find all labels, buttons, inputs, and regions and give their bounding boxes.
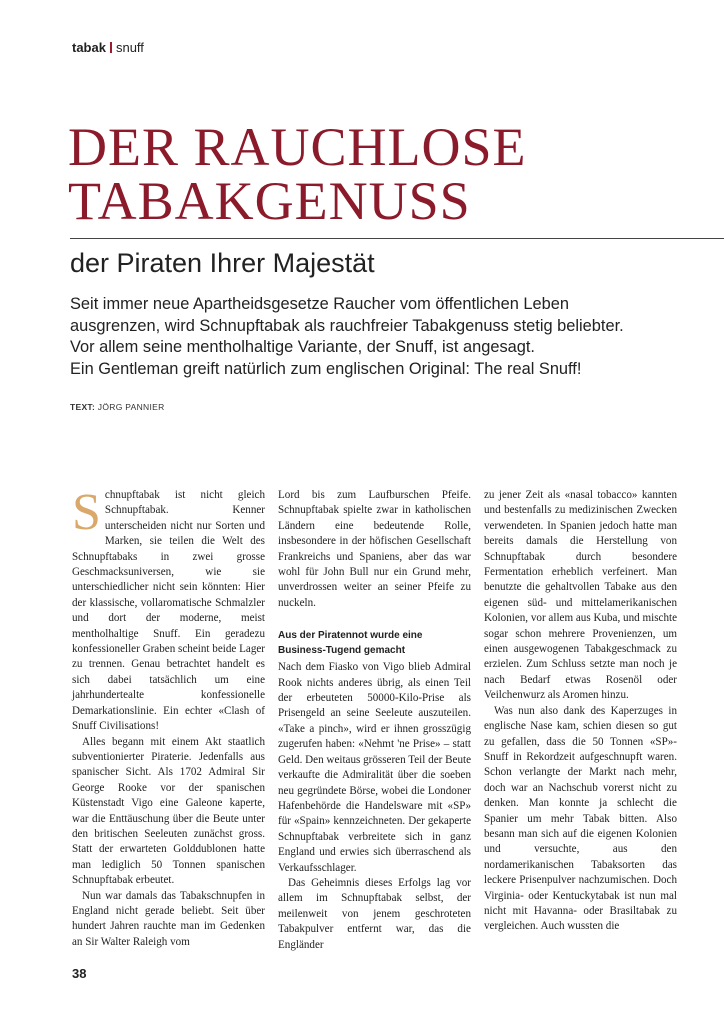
page-title [68, 117, 527, 231]
byline-label: TEXT: [70, 402, 96, 412]
page-subtitle: der Piraten Ihrer Majestät [70, 248, 375, 278]
section-tag [72, 40, 144, 55]
article-column-1 [72, 484, 265, 950]
body-paragraph: Das Geheimnis dieses Erfolgs lag vor allem im Schnupftabak selbst, der meilenweit von jenem geschroteten Tabakpulver entfernt war, das die Engländer [278, 876, 471, 951]
subsection-label: snuff [115, 40, 144, 55]
title-line-2: TABAKGENUSS [68, 171, 471, 231]
title-line-1: DER RAUCHLOSE [68, 117, 527, 177]
byline [70, 402, 165, 412]
drop-cap: S [72, 484, 101, 541]
section-subheading: Aus der Piratennot wurde eine Business-Tugend gemacht [278, 630, 423, 656]
intro-paragraph [70, 294, 700, 380]
article-column-3 [484, 488, 677, 935]
intro-line: Vor allem seine mentholhaltige Variante, der Snuff, ist angesagt. [70, 338, 535, 356]
intro-line: ausgrenzen, wird Schnupftabak als rauchfreier Tabakgenuss stetig beliebter. [70, 316, 624, 335]
intro-line: Ein Gentleman greift natürlich zum englischen Original: The real Snuff! [70, 359, 582, 378]
title-divider [70, 238, 724, 239]
article-column-2 [278, 488, 471, 953]
body-paragraph: Alles begann mit einem Akt staatlich subventionierter Piraterie. Jedenfalls aus spanischer Sicht. Als 1702 Admiral Sir George Rooke vor der spanischen Küstenstadt Vigo eine Galeone kaperte, war die Enttäuschung über die Beute unter den britischen Seeleuten zunächst gross. Statt der erwarteten Golddublonen hatte man lediglich 50 Tonnen spanischen Schnupftabak erbeutet. [72, 735, 265, 887]
section-label: tabak [72, 40, 106, 55]
body-paragraph: zu jener Zeit als «nasal tobacco» kannten und bestenfalls zu medizinischen Zwecken verwendeten. In Spanien jedoch hatte man bereits damals die Herstellung von Schnupftabak durch besondere Fermentation erheblich verfeinert. Man benutzte die gehaltvollen Tabake aus den eigenen süd- und mittelamerikanischen Kolonien, vor allem aus Kuba, und mischte sogar schon mehrere Provenienzen, um einen ausgewogenen Tabakgeschmack zu erzielen. Zum Schluss setzte man noch je nach Bedarf etwas Rosenöl oder Veilchenwurz als Aromen hinzu. [484, 489, 677, 702]
intro-line: Seit immer neue Apartheidsgesetze Raucher vom öffentlichen Leben [70, 295, 570, 313]
body-paragraph: Was nun also dank des Kaperzuges in englische Nase kam, schien diesen so gut zu gefallen, dass die 50 Tonnen «SP»-Snuff in Rekordzeit aufgeschnupft waren. Schon verlangte der Markt nach mehr, doch war an Nachschub vorerst nicht zu denken. Man konnte ja schlecht die Spanier um mehr Tabak bitten. Also besann man sich auf die eigenen Kolonien und versuchte, aus den nordamerikanischen Tabaksorten das leckere Prisenpulver nachzumischen. Doch Virginia- oder Kentuckytabak ist nun mal nicht mit Havanna- oder Brasiltabak zu vergleichen. Auch wussten die [484, 704, 677, 933]
page-number: 38 [72, 966, 87, 981]
body-paragraph: chnupftabak ist nicht gleich Schnupftabak. Kenner unterscheiden nicht nur Sorten und Marken, sie teilen die Welt des Schnupftabaks in zwei grosse Geschmacksuniversen, wie sie unterschiedlicher nicht sein könnten: Hier der klassische, vollaromatische Schmalzler und dort der moderne, meist mentholhaltige Snuff. Ein geradezu konfessioneller Graben scheint beide Lager zu trennen. Genau betrachtet handelt es sich dabei tatsächlich um eine jahrhundertealte konfessionelle Demarkationslinie. Ein echter «Clash of Snuff Civilisations! [72, 489, 265, 733]
byline-author: JÖRG PANNIER [97, 402, 165, 412]
section-separator [110, 42, 112, 53]
body-paragraph: Lord bis zum Laufburschen Pfeife. Schnupftabak spielte zwar in katholischen Ländern eine bedeutende Rolle, insbesondere in der höfischen Gesellschaft Frankreichs und Spaniens, aber das war wohl für John Bull nur ein Grund mehr, unverdrossen weiter an seiner Pfeife zu nuckeln. [278, 489, 471, 609]
body-paragraph: Nach dem Fiasko von Vigo blieb Admiral Rook nichts anderes übrig, als einen Teil der erbeuteten 50000-Kilo-Prise als Prisengeld an seine Seeleute auszuteilen. «Take a pinch», wird er ihnen grosszügig zugerufen haben: «Nehmt 'ne Prise» – statt Geld. Den weitaus grösseren Teil der Beute verkaufte die Admiralität über die soeben neu gegründete Börse, wobei die Londoner Hafenbehörde die Handelsware mit «SP» für «Spain» kennzeichneten. Der gekaperte Schnupftabak verbreitete sich in ganz England und erwies sich überraschend als Verkaufsschlager. [278, 661, 471, 874]
body-paragraph: Nun war damals das Tabakschnupfen in England nicht gerade beliebt. Seit über hundert Jahren rauchte man im Gedenken an Sir Walter Raleigh vom [72, 889, 265, 948]
